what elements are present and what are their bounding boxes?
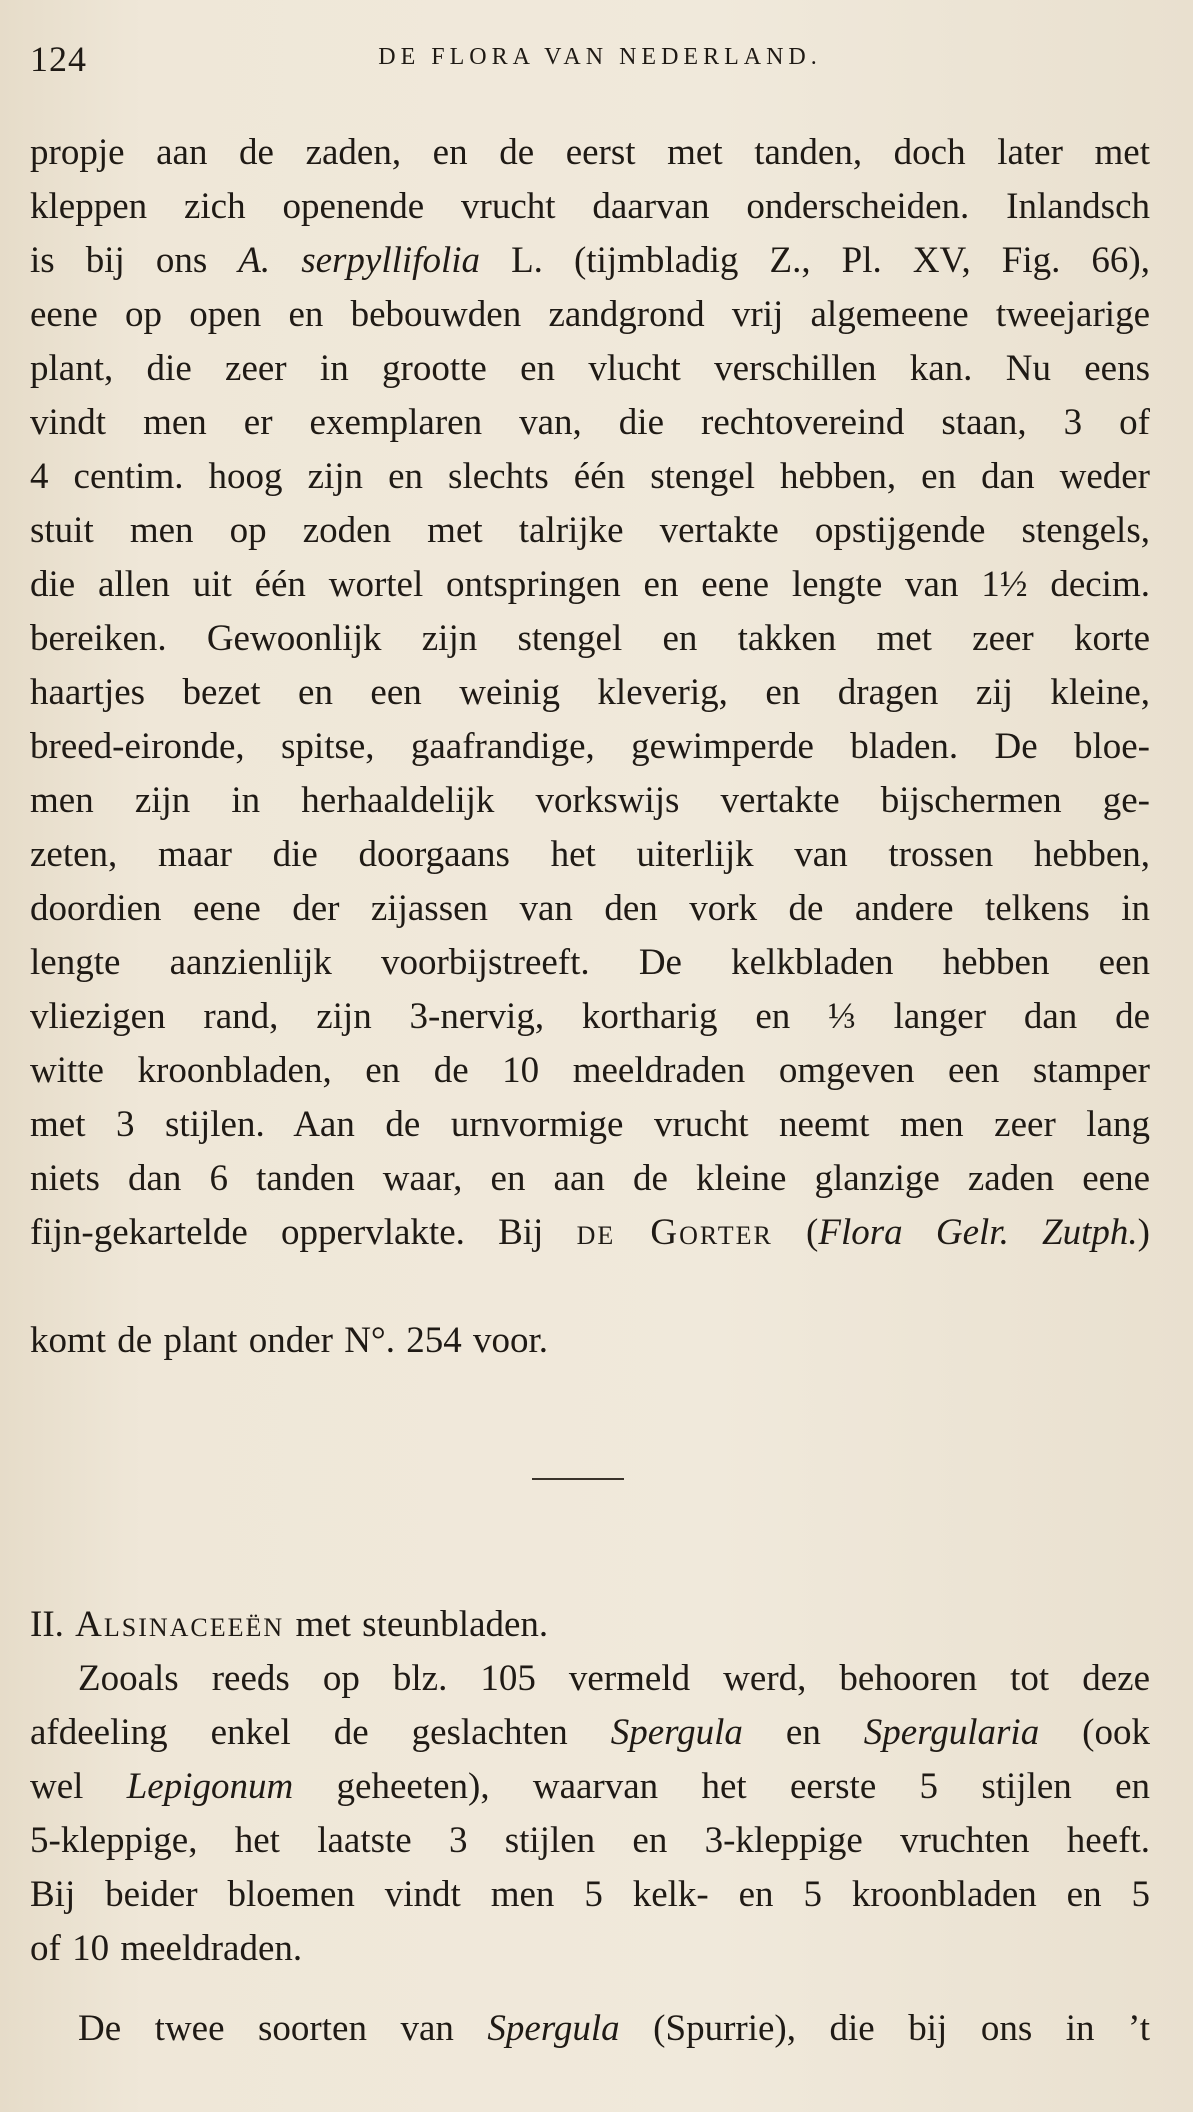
text-line: breed-eironde, spitse, gaafrandige, gewimperde bladen. De bloe- bbox=[30, 726, 1150, 767]
text-line: kleppen zich openende vrucht daarvan onderscheiden. Inlandsch bbox=[30, 186, 1150, 227]
species-name: A. serpyllifolia bbox=[238, 240, 481, 281]
text-line: die allen uit één wortel ontspringen en eene lengte van 1½ decim. bbox=[30, 564, 1150, 605]
heading-family: Alsinaceeën bbox=[75, 1604, 285, 1645]
text-line: bereiken. Gewoonlijk zijn stengel en takken met zeer korte bbox=[30, 618, 1150, 659]
heading-text: met steunbladen. bbox=[284, 1604, 549, 1645]
text-run: fijn-gekartelde oppervlakte. Bij bbox=[30, 1212, 577, 1253]
text-line: met 3 stijlen. Aan de urnvormige vrucht neemt men zeer lang bbox=[30, 1104, 1150, 1145]
text-line: witte kroonbladen, en de 10 meeldraden omgeven een stamper bbox=[30, 1050, 1150, 1091]
text-run: is bij ons bbox=[30, 240, 239, 281]
section-divider bbox=[532, 1478, 624, 1480]
text-line: doordien eene der zijassen van den vork de andere telkens in bbox=[30, 888, 1150, 929]
text-line: Bij beider bloemen vindt men 5 kelk- en 5 kroonbladen en 5 bbox=[30, 1874, 1150, 1915]
text-line: niets dan 6 tanden waar, en aan de kleine glanzige zaden eene bbox=[30, 1158, 1150, 1199]
text-run: De twee soorten van bbox=[78, 2008, 488, 2049]
section-heading bbox=[30, 1600, 1150, 1650]
text-run: afdeeling enkel de geslachten bbox=[30, 1712, 611, 1753]
page-number: 124 bbox=[30, 39, 87, 79]
text-run: L. (tijmbladig Z., Pl. XV, Fig. 66), bbox=[480, 240, 1150, 281]
genus-name: Spergula bbox=[610, 1712, 743, 1753]
text-line: vliezigen rand, zijn 3-nervig, kortharig en ⅓ langer dan de bbox=[30, 996, 1150, 1037]
text-line: zeten, maar die doorgaans het uiterlijk van trossen hebben, bbox=[30, 834, 1150, 875]
text-line: plant, die zeer in grootte en vlucht verschillen kan. Nu eens bbox=[30, 348, 1150, 389]
text-line: lengte aanzienlijk voorbijstreeft. De kelkbladen hebben een bbox=[30, 942, 1150, 983]
text-run: wel bbox=[30, 1766, 127, 1807]
genus-name: Spergularia bbox=[863, 1712, 1040, 1753]
text-line: propje aan de zaden, en de eerst met tanden, doch later met bbox=[30, 132, 1150, 173]
text-line: Zooals reeds op blz. 105 vermeld werd, behooren tot deze bbox=[78, 1658, 1150, 1699]
running-head: DE FLORA VAN NEDERLAND. bbox=[378, 44, 822, 70]
text-line bbox=[30, 1208, 1150, 1258]
text-line bbox=[30, 1762, 1150, 1812]
genus-name: Lepigonum bbox=[126, 1766, 294, 1807]
text-run: (ook bbox=[1039, 1712, 1151, 1753]
text-line: 5-kleppige, het laatste 3 stijlen en 3-kleppige vruchten heeft. bbox=[30, 1820, 1150, 1861]
text-run: ) bbox=[1137, 1212, 1150, 1253]
text-line: vindt men er exemplaren van, die rechtovereind staan, 3 of bbox=[30, 402, 1150, 443]
author-name: de Gorter bbox=[576, 1212, 773, 1253]
text-line: komt de plant onder N°. 254 voor. bbox=[30, 1320, 549, 1361]
text-run: geheeten), waarvan het eerste 5 stijlen en bbox=[293, 1766, 1150, 1807]
genus-name: Spergula bbox=[487, 2008, 620, 2049]
text-line bbox=[78, 2004, 1150, 2054]
text-run: en bbox=[742, 1712, 864, 1753]
text-line: men zijn in herhaaldelijk vorkswijs vertakte bijschermen ge- bbox=[30, 780, 1150, 821]
page-header bbox=[30, 38, 1170, 86]
text-run: (Spurrie), die bij ons in ’t bbox=[619, 2008, 1150, 2049]
text-line: eene op open en bebouwden zandgrond vrij algemeene tweejarige bbox=[30, 294, 1150, 335]
citation-title: Flora Gelr. Zutph. bbox=[818, 1212, 1138, 1253]
text-run: ( bbox=[772, 1212, 819, 1253]
text-line bbox=[30, 236, 1150, 286]
text-line: of 10 meeldraden. bbox=[30, 1928, 303, 1969]
text-line: 4 centim. hoog zijn en slechts één stengel hebben, en dan weder bbox=[30, 456, 1150, 497]
text-line bbox=[30, 1708, 1150, 1758]
heading-number: II. bbox=[30, 1604, 76, 1645]
text-line: haartjes bezet en een weinig kleverig, en dragen zij kleine, bbox=[30, 672, 1150, 713]
text-line: stuit men op zoden met talrijke vertakte opstijgende stengels, bbox=[30, 510, 1150, 551]
